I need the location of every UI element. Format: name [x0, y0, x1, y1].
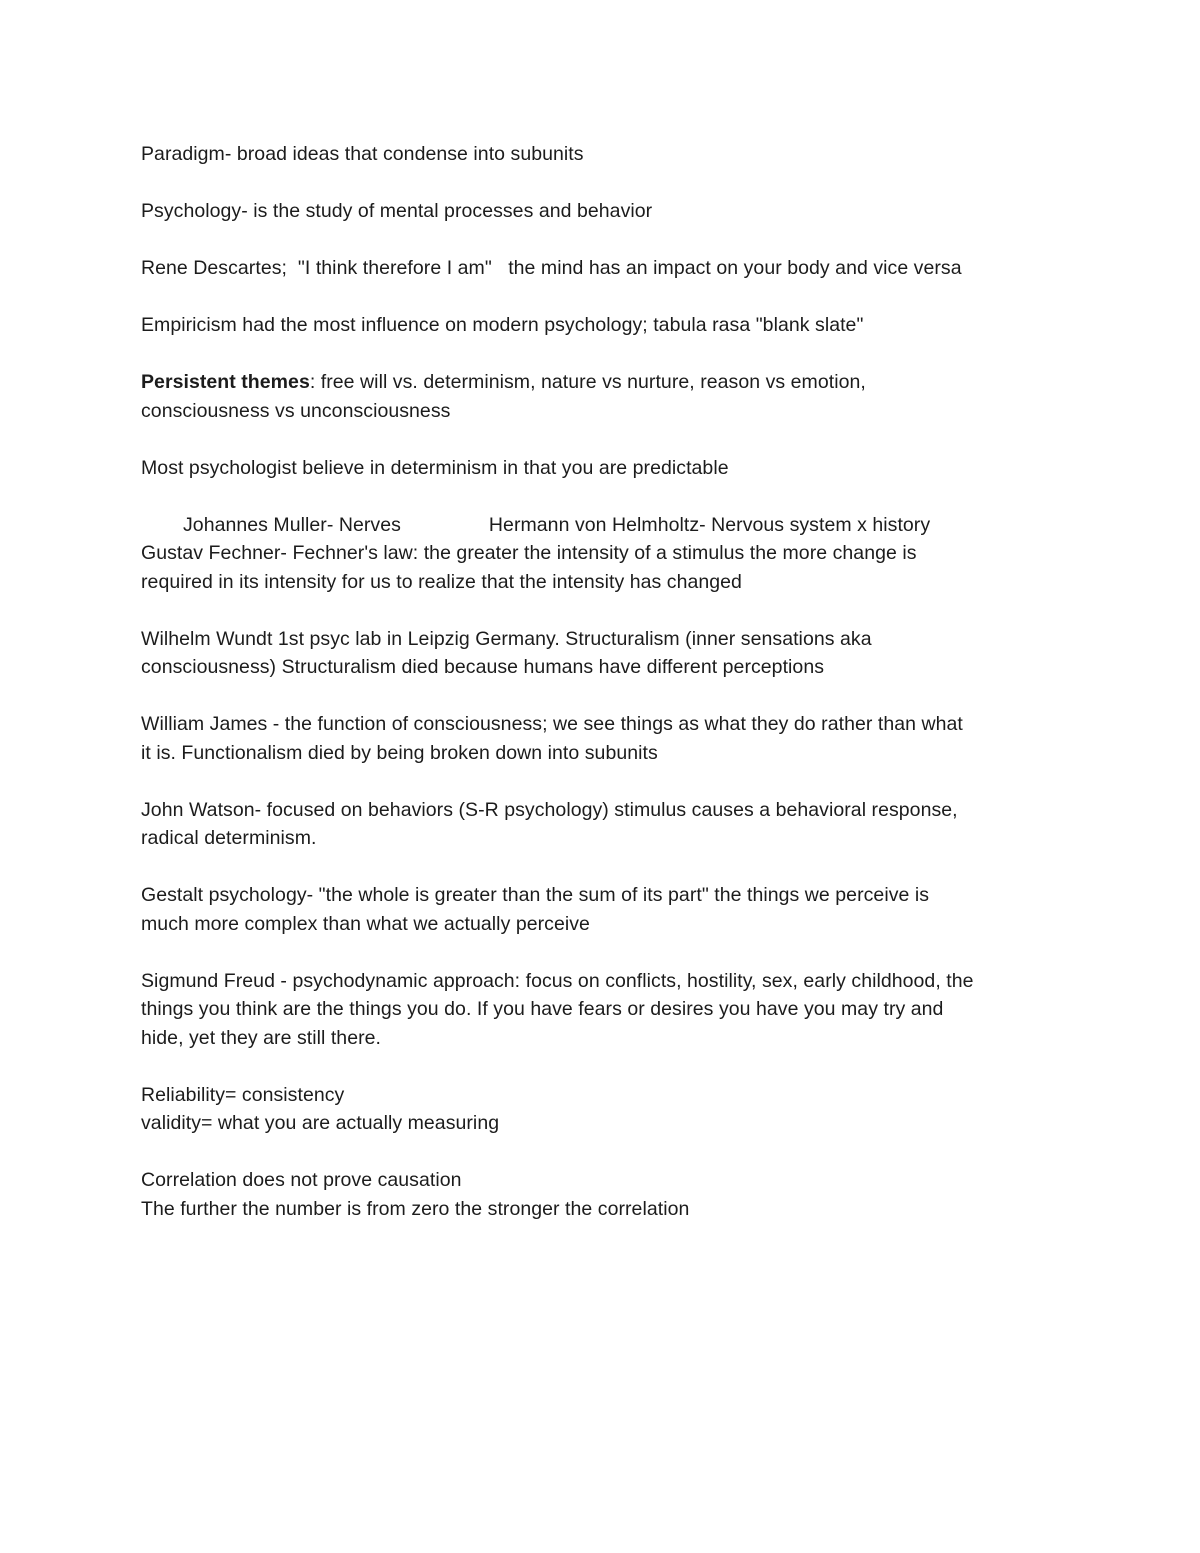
- text-line: Psychology- is the study of mental processes and behavior: [141, 200, 653, 222]
- note-empiricism: [141, 311, 1071, 340]
- text-line: Gustav Fechner- Fechner's law: the greater the intensity of a stimulus the more change is: [141, 542, 917, 564]
- note-gestalt: [141, 881, 1071, 938]
- themes-heading: Persistent themes: [141, 371, 310, 393]
- text-line: much more complex than what we actually perceive: [141, 912, 590, 935]
- text-line: consciousness vs unconsciousness: [141, 399, 451, 422]
- notes-body: [141, 140, 1071, 1252]
- note-psychology: [141, 197, 1071, 226]
- text-line: The further the number is from zero the stronger the correlation: [141, 1197, 690, 1220]
- text-line: [141, 368, 1071, 397]
- text-line: radical determinism.: [141, 827, 317, 849]
- note-paradigm: [141, 140, 1071, 169]
- note-persistent-themes: [141, 368, 1071, 425]
- text-line: Most psychologist believe in determinism in that you are predictable: [141, 456, 729, 479]
- note-correlation: [141, 1166, 1071, 1223]
- text-line: consciousness) Structuralism died because humans have different perceptions: [141, 656, 825, 678]
- text-line: Wilhelm Wundt 1st psyc lab in Leipzig Germany. Structuralism (inner sensations aka: [141, 627, 872, 650]
- text-line: required in its intensity for us to realize that the intensity has changed: [141, 570, 742, 593]
- text-line: things you think are the things you do. If you have fears or desires you have you may try and: [141, 998, 944, 1020]
- note-wundt: [141, 625, 1071, 682]
- text-line: Correlation does not prove causation: [141, 1169, 462, 1191]
- text-line: Rene Descartes; "I think therefore I am" the mind has an impact on your body and vice versa: [141, 257, 962, 279]
- text-line: John Watson- focused on behaviors (S-R psychology) stimulus causes a behavioral response,: [141, 798, 958, 821]
- text-line: hide, yet they are still there.: [141, 1026, 382, 1049]
- text-line: validity= what you are actually measuring: [141, 1112, 500, 1134]
- helmholtz-entry: Hermann von Helmholtz- Nervous system x history: [488, 513, 931, 536]
- muller-entry: Johannes Muller- Nerves: [183, 513, 401, 536]
- note-physiologists: [141, 511, 1071, 597]
- themes-text: : free will vs. determinism, nature vs nurture, reason vs emotion,: [309, 371, 866, 393]
- text-line: William James - the function of consciousness; we see things as what they do rather than what: [141, 713, 963, 735]
- text-line: [141, 511, 1071, 540]
- note-james: [141, 710, 1071, 767]
- note-determinism: [141, 454, 1071, 483]
- text-line: Paradigm- broad ideas that condense into subunits: [141, 143, 584, 165]
- text-line: Gestalt psychology- "the whole is greater than the sum of its part" the things we perceive is: [141, 884, 930, 906]
- note-reliability-validity: [141, 1081, 1071, 1138]
- text-line: Sigmund Freud - psychodynamic approach: focus on conflicts, hostility, sex, early childhood, the: [141, 969, 974, 992]
- note-descartes: [141, 254, 1071, 283]
- text-line: Empiricism had the most influence on modern psychology; tabula rasa "blank slate": [141, 314, 864, 336]
- note-watson: [141, 796, 1071, 853]
- text-line: Reliability= consistency: [141, 1083, 345, 1106]
- note-freud: [141, 967, 1071, 1053]
- text-line: it is. Functionalism died by being broken down into subunits: [141, 741, 658, 764]
